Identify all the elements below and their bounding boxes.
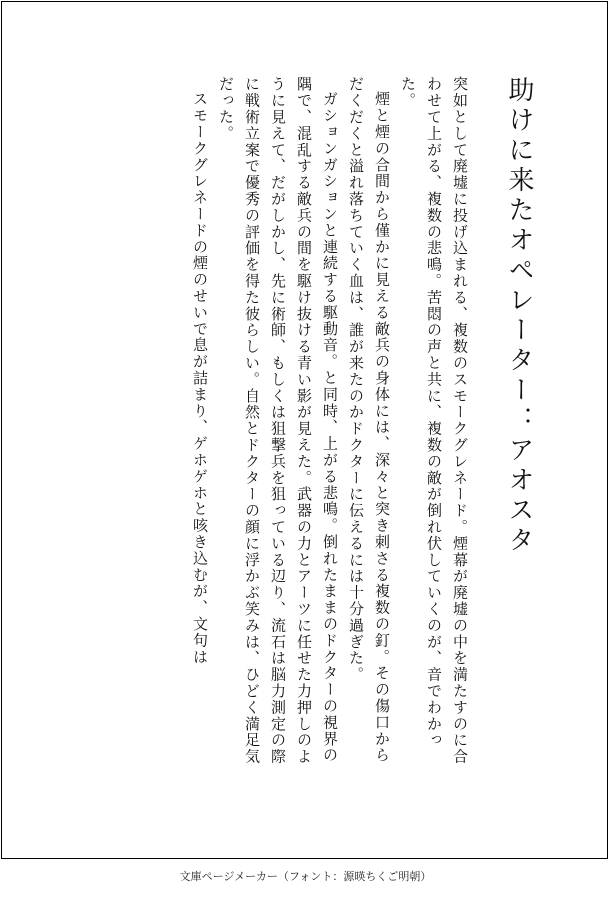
paragraph-2: 煙と煙の合間から僅かに見える敵兵の身体には、深々と突き刺さる複数の釘。その傷口からだくだくと溢れ落ちていく血は、誰が来たのかドクターに伝えるには十分過ぎた。 [347,76,391,764]
paragraph-3: ガションガションと連続する駆動音。と同時、上がる悲鳴。倒れたままのドクターの視界の隅で、混乱する敵兵の間を駆け抜ける青い影が見えた。武器の力とアーツに任せた力押しのように見えて、だがしかし、先に術師、もしくは狙撃兵を狙っている辺り、流石は脳力測定の際に戦術立案で優秀の評価を得た彼らしい。自然とドクターの顔に浮かぶ笑みは、ひどく満足気だった。 [217,76,339,765]
page-frame [1,1,608,859]
paragraph-1: 突如として廃墟に投げ込まれる、複数のスモークグレネード。煙幕が廃墟の中を満たすのに合わせて上がる、複数の悲鳴。苦悶の声と共に、複数の敵が倒れ伏していくのが、音でわかった。 [399,76,469,765]
vertical-text-block [187,76,537,776]
paragraph-4: スモークグレネードの煙のせいで息が詰まり、ゲホゲホと咳き込むが、文句は [191,91,209,665]
footer-credit: 文庫ページメーカー（フォント：源暎ちくご明朝） [179,870,432,883]
story-title: 助けに来たオペレーター：アオスタ [504,76,534,556]
